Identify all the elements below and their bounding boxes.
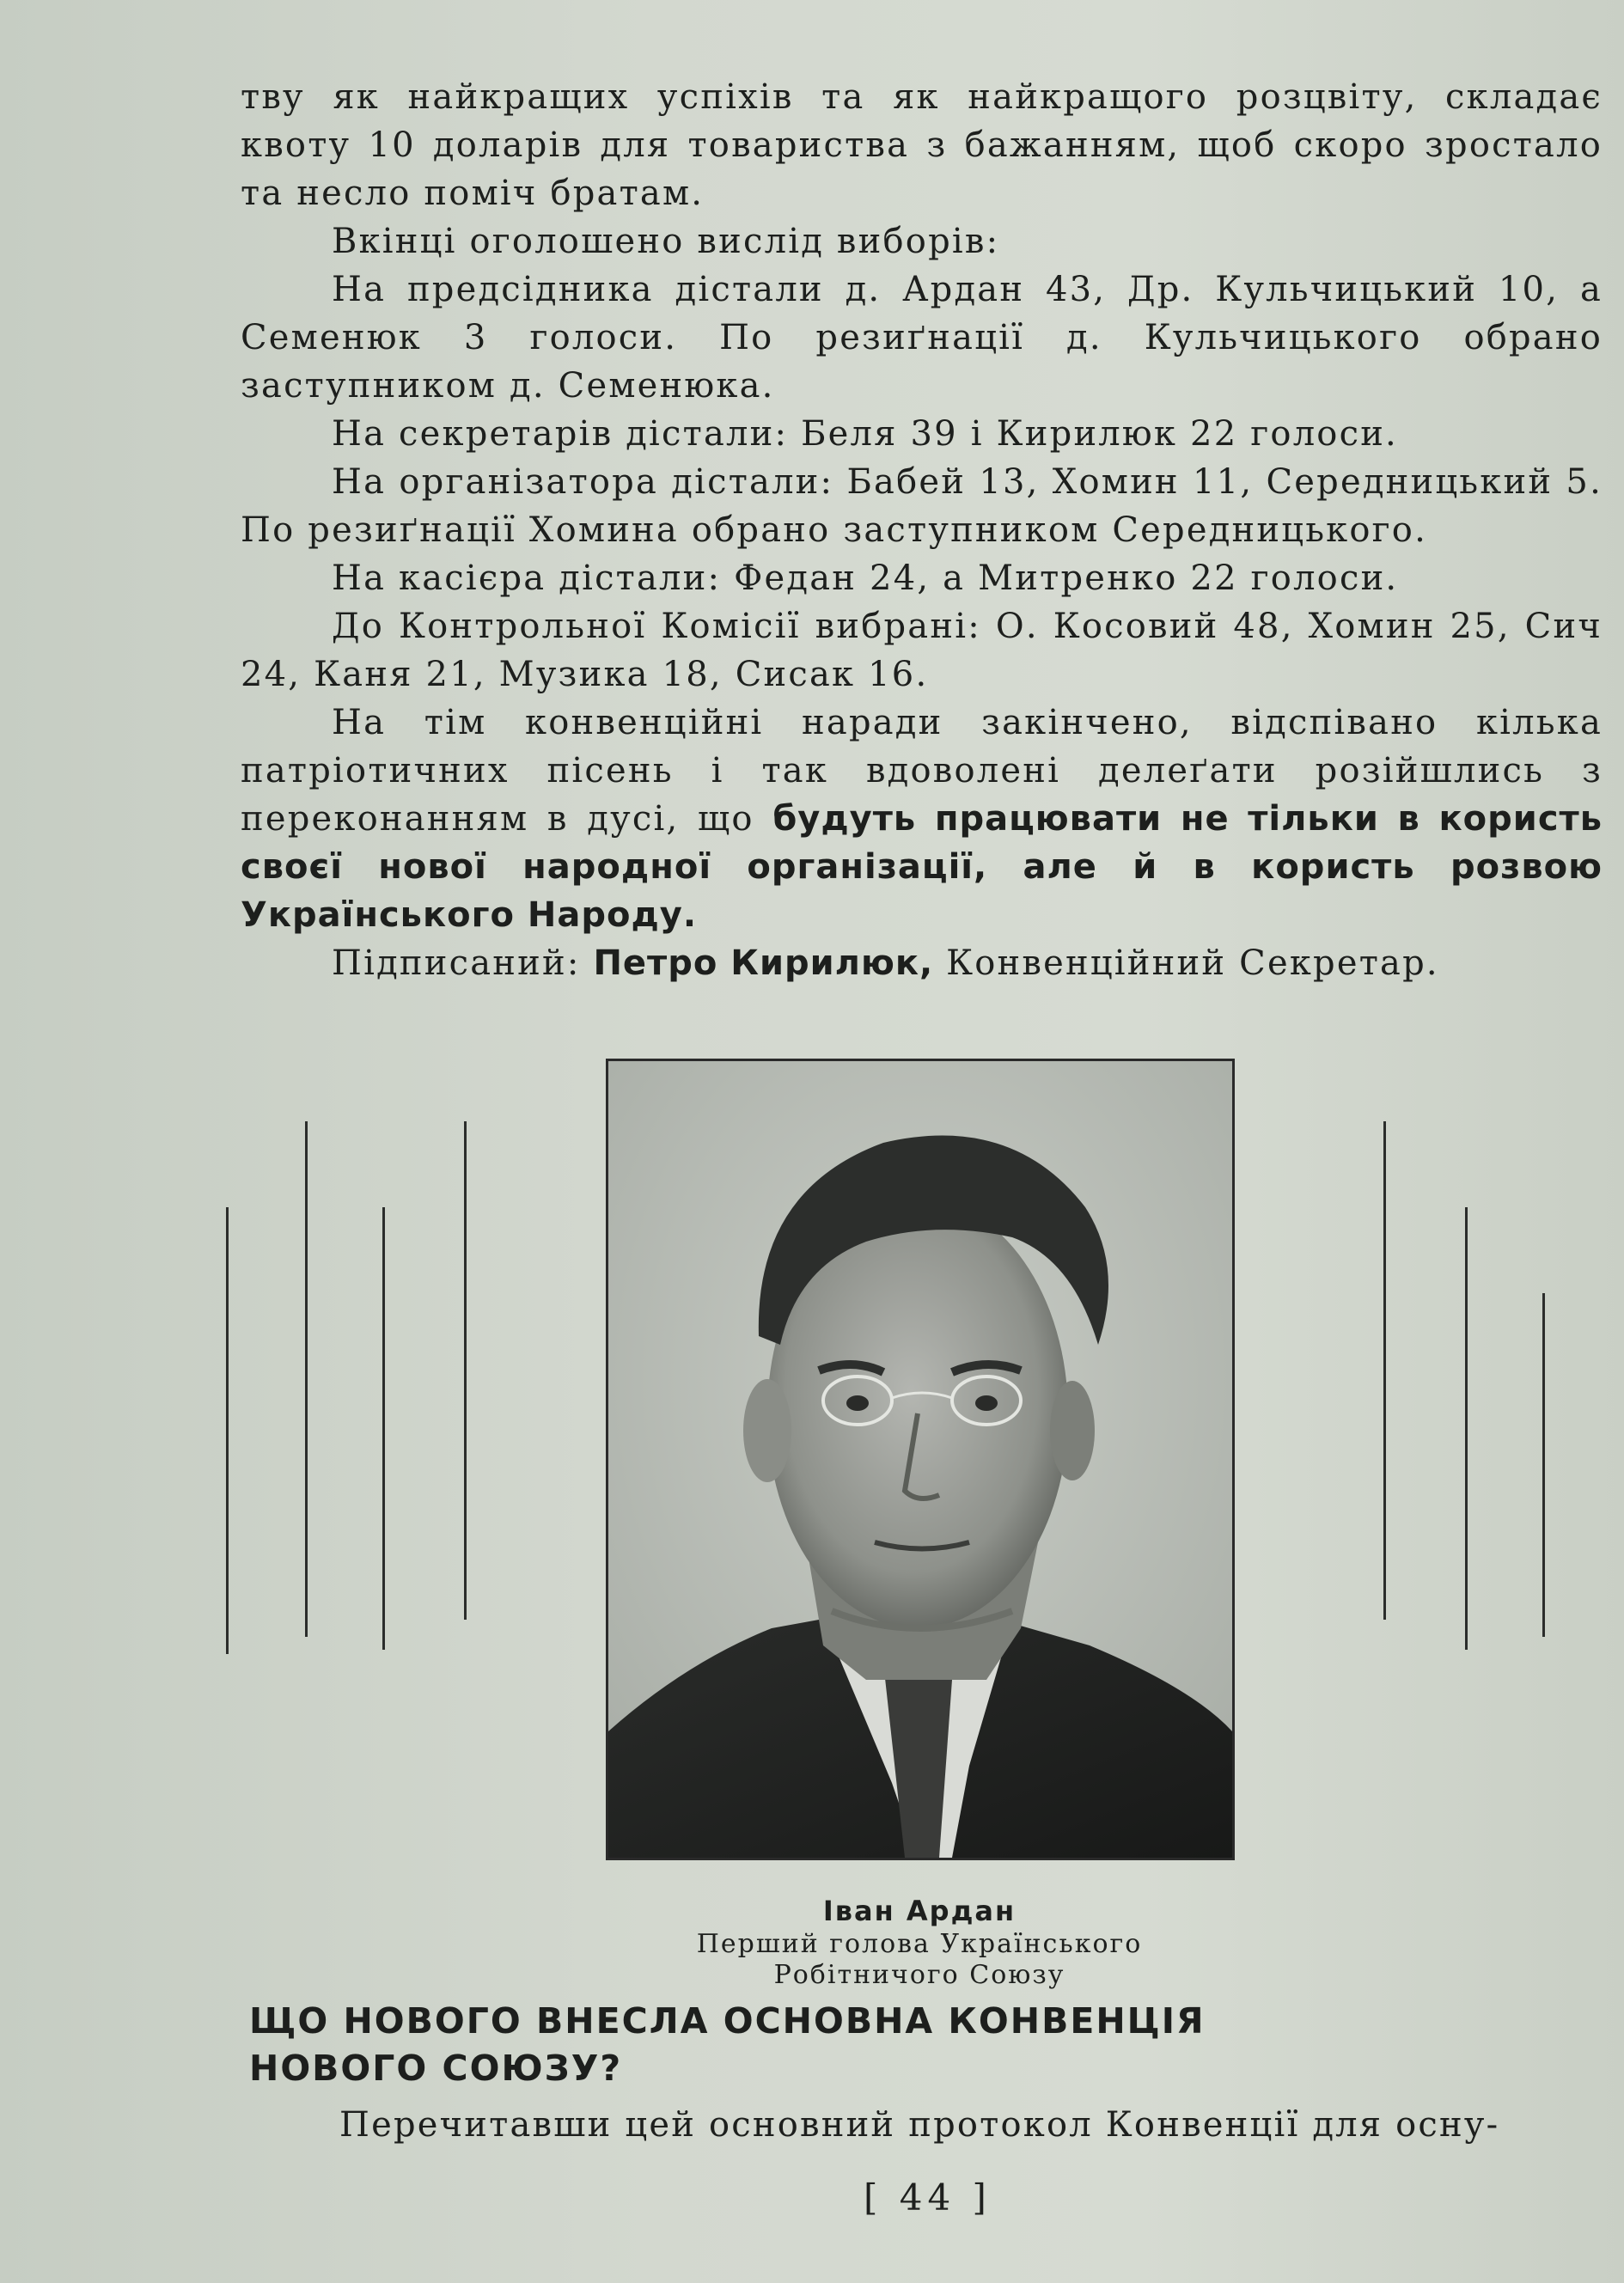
paragraph-president: На предсідника дістали д. Ардан 43, Др. Кульчицький 10, а Семенюк 3 голоси. По резиґнації д. Кульчицького обрано заступником д. Семенюка. [241,270,1603,406]
signature-name: Петро Кирилюк, [593,943,934,983]
decorative-line [1465,1207,1468,1650]
paragraph-treasurer: На касієра дістали: Федан 24, а Митренко 22 голоси. [332,559,1399,598]
signature-role: Конвенційний Секретар. [933,943,1439,983]
paragraph-closing [241,699,1603,939]
decorative-line [305,1293,308,1637]
heading-line-2: НОВОГО СОЮЗУ? [249,2048,623,2089]
portrait-image [608,1061,1232,1858]
decorative-line [226,1207,229,1654]
closing-normal-text: На тім конвенційні наради закінчено, відспівано кілька патріотичних пісень і так вдоволені делеґати розійшлись з переконанням в дусі, що [241,703,1603,839]
portrait-photo [606,1059,1235,1860]
page-number: [ 44 ] [864,2176,992,2219]
paragraph-secretaries: На секретарів дістали: Беля 39 і Кирилюк 22 голоси. [332,414,1398,454]
heading-line-1: ЩО НОВОГО ВНЕСЛА ОСНОВНА КОНВЕНЦІЯ [249,2000,1206,2042]
paragraph-continuation: тву як найкращих успіхів та як найкращого розцвіту, складає квоту 10 доларів для товариства з бажанням, щоб скоро зростало та несло поміч братам. [241,77,1603,213]
signature-line [241,939,1603,987]
caption-line-1: Перший голова Українського [696,1929,1143,1959]
decorative-line [1542,1293,1545,1637]
decorative-line [382,1207,385,1650]
paragraph-control-commission: До Контрольної Комісії вибрані: О. Косовий 48, Хомин 25, Сич 24, Каня 21, Музика 18, Сисак 16. [241,607,1603,694]
caption-line-2: Робітничого Союзу [773,1960,1065,1990]
paragraph-organizer: На організатора дістали: Бабей 13, Хомин 11, Середницький 5. По резиґнації Хомина обрано заступником Середницького. [241,462,1603,550]
signature-label: Підписаний: [332,943,594,983]
section-heading [249,1998,1495,2092]
paragraph-start: Перечитавши цей основний протокол Конвенції для осну- [339,2105,1500,2145]
closing-bold-text: будуть працювати не тільки в користь своєї нової народної організації, але й в користь розвою Українського Народу. [241,799,1603,935]
paragraph-election-results: Вкінці оголошено вислід виборів: [332,222,1000,261]
caption-name: Іван Ардан [822,1895,1017,1927]
top-text-block [241,73,1603,987]
decorative-line [464,1121,467,1620]
decorative-line [1383,1121,1386,1620]
